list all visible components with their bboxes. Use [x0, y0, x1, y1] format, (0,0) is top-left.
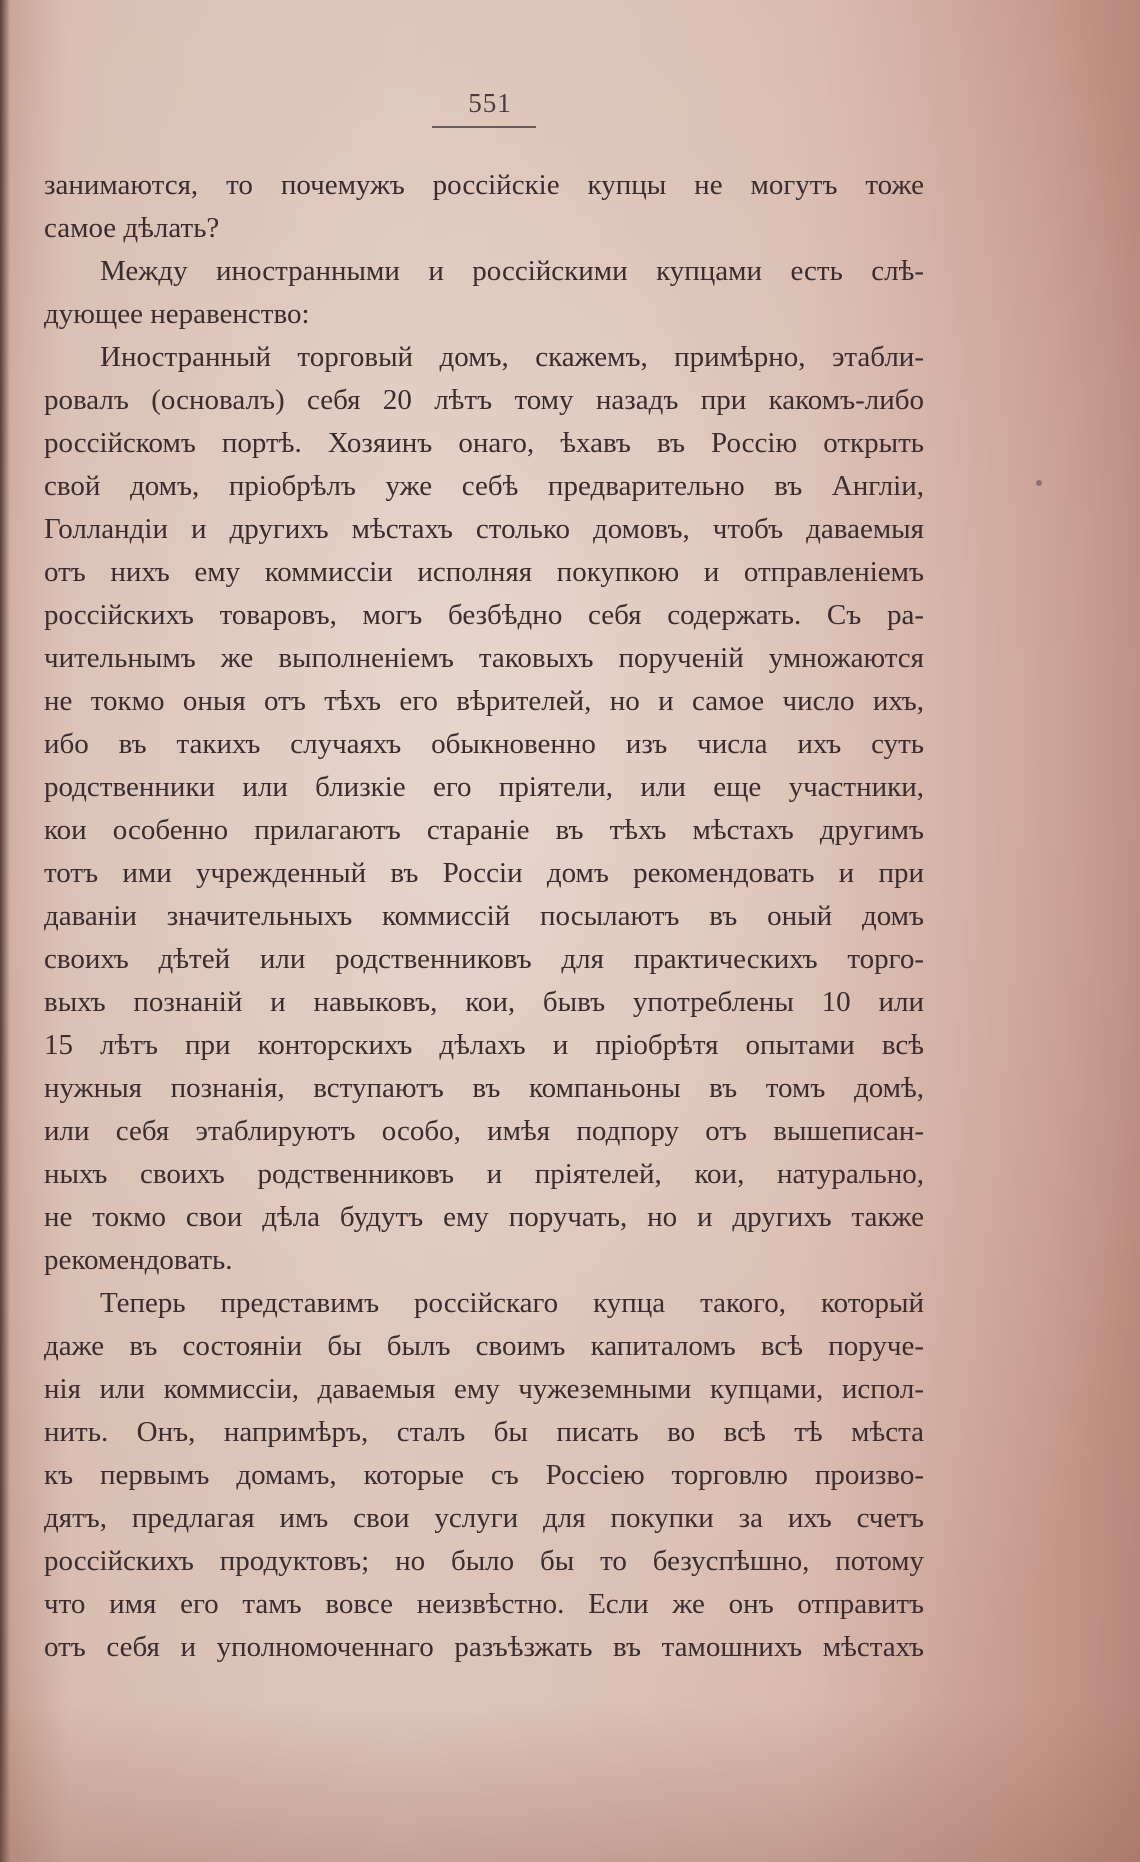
text-line: самое дѣлать?	[44, 212, 220, 244]
text-line: выхъ познаній и навыковъ, кои, бывъ употреблены 10 или	[44, 986, 924, 1018]
text-line: даваніи значительныхъ коммиссій посылаютъ въ оный домъ	[44, 900, 924, 932]
text-line: ныхъ своихъ родственниковъ и пріятелей, кои, натурально,	[44, 1158, 924, 1190]
text-line: къ первымъ домамъ, которые съ Россіею торговлю произво-	[44, 1459, 924, 1491]
text-line: даже въ состояніи бы былъ своимъ капиталомъ всѣ поруче-	[44, 1330, 924, 1362]
text-line: Между иностранными и россійскими купцами есть слѣ-	[100, 255, 924, 287]
text-line: своихъ дѣтей или родственниковъ для практическихъ торго-	[44, 943, 924, 975]
text-line: родственники или близкіе его пріятели, или еще участники,	[44, 771, 924, 803]
text-line: нить. Онъ, напримѣръ, сталъ бы писать во всѣ тѣ мѣста	[44, 1416, 924, 1448]
page-number: 551	[468, 88, 512, 118]
ink-speck	[1036, 480, 1042, 486]
text-line: тотъ ими учрежденный въ Россіи домъ рекомендовать и при	[44, 857, 924, 889]
page-spine-shadow	[0, 0, 10, 1862]
text-line: рекомендовать.	[44, 1244, 233, 1276]
text-line: отъ нихъ ему коммиссіи исполняя покупкою и отправленіемъ	[44, 556, 924, 588]
text-line: Иностранный торговый домъ, скажемъ, примѣрно, этабли-	[100, 341, 924, 373]
text-line: что имя его тамъ вовсе неизвѣстно. Если же онъ отправитъ	[44, 1588, 924, 1620]
text-line: нужныя познанія, вступаютъ въ компаньоны въ томъ домѣ,	[44, 1072, 924, 1104]
page-bottom-shade	[0, 1702, 1140, 1862]
text-line: Теперь представимъ россійскаго купца такого, который	[100, 1287, 924, 1319]
page-number-rule	[432, 126, 536, 128]
text-line: не токмо свои дѣла будутъ ему поручать, но и другихъ также	[44, 1201, 924, 1233]
text-line: не токмо оныя отъ тѣхъ его вѣрителей, но и самое число ихъ,	[44, 685, 924, 717]
text-line: россійскихъ продуктовъ; но было бы то безуспѣшно, потому	[44, 1545, 924, 1577]
text-line: или себя этаблируютъ особо, имѣя подпору отъ вышеписан-	[44, 1115, 924, 1147]
text-line: 15 лѣтъ при конторскихъ дѣлахъ и пріобрѣтя опытами всѣ	[44, 1029, 924, 1061]
text-line: дующее неравенство:	[44, 298, 310, 330]
text-line: россійскомъ портѣ. Хозяинъ онаго, ѣхавъ въ Россію открыть	[44, 427, 924, 459]
text-line: ибо въ такихъ случаяхъ обыкновенно изъ числа ихъ суть	[44, 728, 924, 760]
text-line: дятъ, предлагая имъ свои услуги для покупки за ихъ счетъ	[44, 1502, 924, 1534]
text-line: отъ себя и уполномоченнаго разъѣзжать въ тамошнихъ мѣстахъ	[44, 1631, 924, 1663]
text-line: кои особенно прилагаютъ стараніе въ тѣхъ мѣстахъ другимъ	[44, 814, 924, 846]
body-text	[44, 164, 924, 1669]
text-line: занимаются, то почемужъ россійскіе купцы не могутъ тоже	[44, 169, 924, 201]
text-line: ровалъ (основалъ) себя 20 лѣтъ тому назадъ при какомъ-либо	[44, 384, 924, 416]
text-line: чительнымъ же выполненіемъ таковыхъ порученій умножаются	[44, 642, 924, 674]
text-line: россійскихъ товаровъ, могъ безбѣдно себя содержать. Съ ра-	[44, 599, 924, 631]
text-line: Голландіи и другихъ мѣстахъ столько домовъ, чтобъ даваемыя	[44, 513, 924, 545]
text-line: свой домъ, пріобрѣлъ уже себѣ предварительно въ Англіи,	[44, 470, 924, 502]
text-line: нія или коммиссіи, даваемыя ему чужеземными купцами, испол-	[44, 1373, 924, 1405]
